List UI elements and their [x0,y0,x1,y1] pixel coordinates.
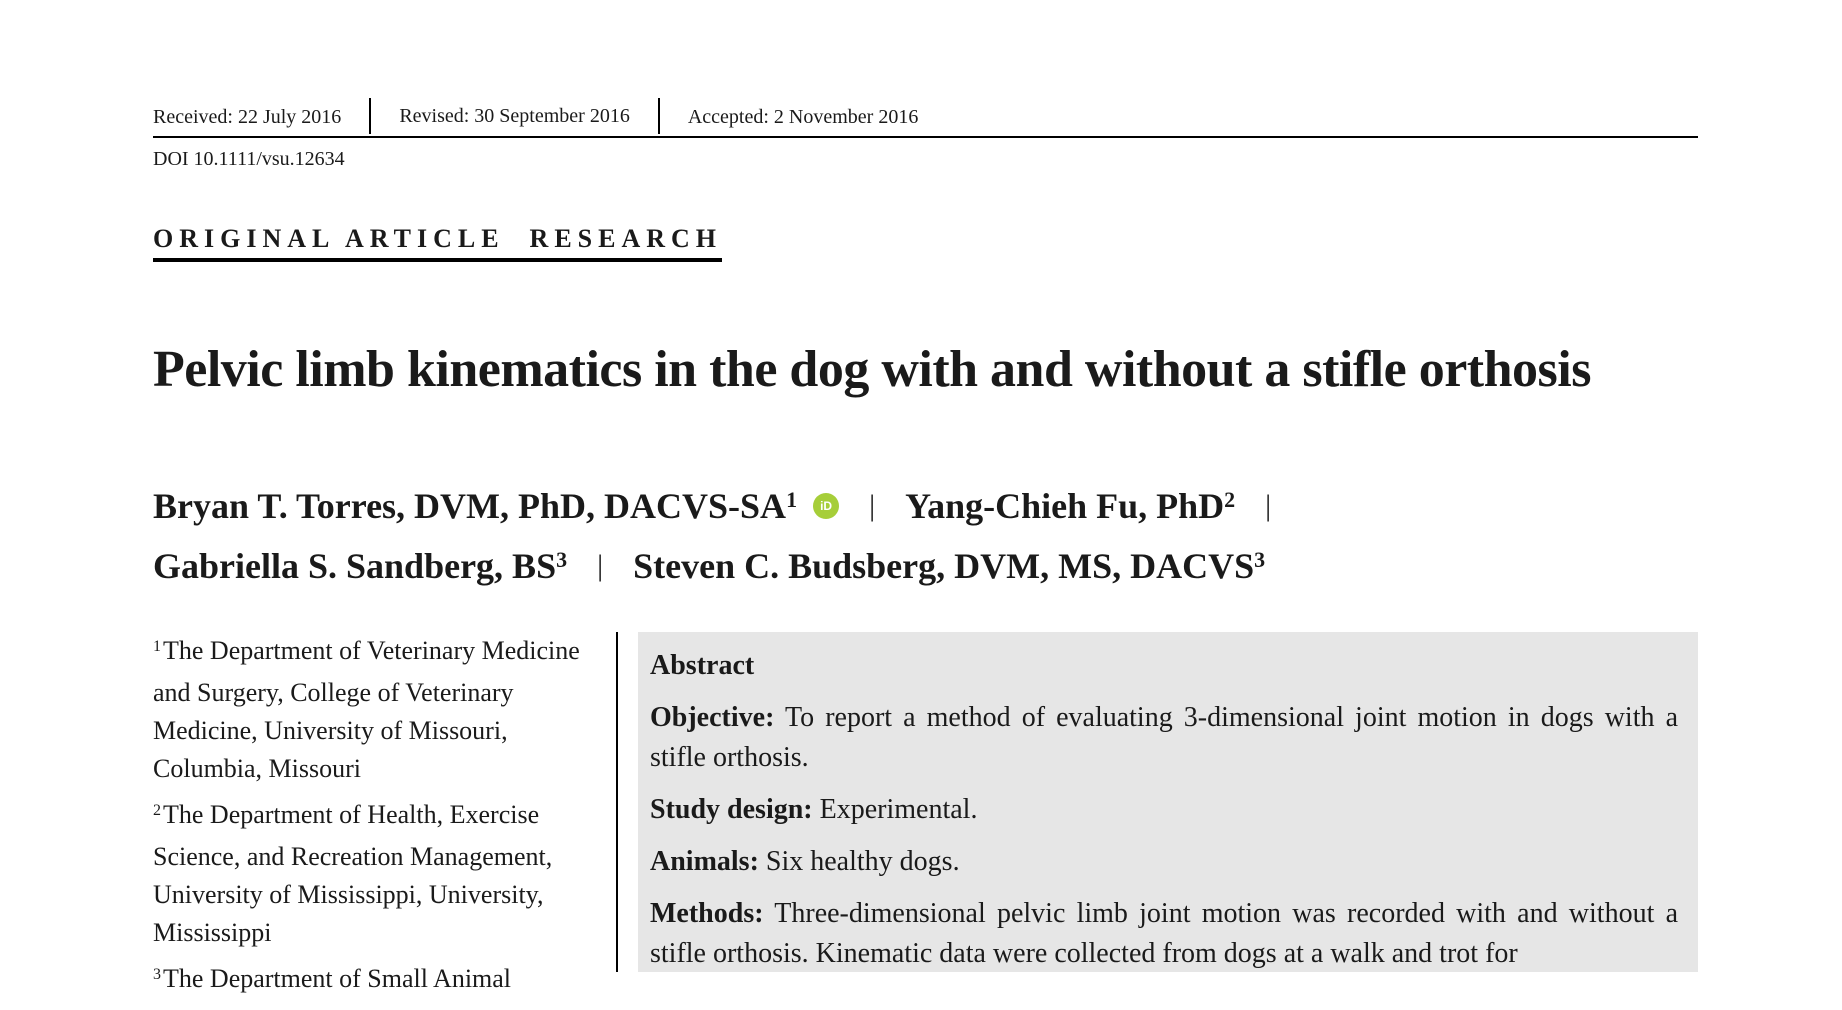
article-type: ORIGINAL ARTICLE RESEARCH [153,224,722,262]
study-design-label: Study design: [650,794,813,825]
author-line-2 [153,536,1713,596]
author-name: Gabriella S. Sandberg, BS [153,546,557,586]
affiliation-2 [153,796,583,952]
publication-history [153,98,1698,138]
affiliation-3 [153,960,583,1002]
author-separator: | [597,549,604,582]
affiliation-number: 1 [153,638,161,655]
abstract-animals [650,842,1678,882]
affiliation-number: 3 [153,966,161,983]
orcid-icon[interactable]: iD [813,493,839,519]
author-separator: | [1265,489,1272,522]
animals-text: Six healthy dogs. [765,846,960,877]
affiliation-marker: 3 [1254,547,1266,572]
abstract-study-design [650,790,1678,830]
affiliation-marker: 2 [1224,487,1236,512]
methods-label: Methods: [650,898,764,929]
study-design-text: Experimental. [819,794,978,825]
affiliation-text: The Department of Veterinary Medicine and Surgery, College of Veterinary Medicine, University of Missouri, Columbia, Missouri [153,636,580,783]
article-title: Pelvic limb kinematics in the dog with and without a stifle orthosis [153,341,1591,398]
author-name: Yang-Chieh Fu, PhD [905,486,1225,526]
abstract-methods [650,894,1678,974]
abstract-box [638,632,1698,972]
affiliation-text: The Department of Small Animal [163,964,512,993]
affiliation-1 [153,632,583,788]
affiliations [153,632,583,1010]
animals-label: Animals: [650,846,759,877]
objective-label: Objective: [650,702,775,733]
accepted-date: Accepted: 2 November 2016 [658,98,918,134]
author-name: Steven C. Budsberg, DVM, MS, DACVS [633,546,1255,586]
affiliation-text: The Department of Health, Exercise Science, and Recreation Management, University of Mississippi, University, Mississippi [153,800,553,947]
abstract-heading: Abstract [650,650,755,681]
abstract-objective [650,698,1678,778]
author-name: Bryan T. Torres, DVM, PhD, DACVS-SA [153,486,787,526]
affiliation-marker: 1 [786,487,798,512]
methods-text: Three-dimensional pelvic limb joint motion was recorded with and without a stifle orthosis. Kinematic data were collected from dogs at a walk and trot for [650,898,1678,969]
column-divider [616,632,618,972]
affiliation-marker: 3 [556,547,568,572]
author-separator: | [869,489,876,522]
doi[interactable]: DOI 10.1111/vsu.12634 [153,148,345,170]
affiliation-number: 2 [153,802,161,819]
received-date: Received: 22 July 2016 [153,105,342,128]
author-line-1 [153,476,1713,536]
revised-date: Revised: 30 September 2016 [369,98,658,134]
author-list [153,476,1713,596]
objective-text: To report a method of evaluating 3-dimensional joint motion in dogs with a stifle orthosis. [650,702,1678,773]
